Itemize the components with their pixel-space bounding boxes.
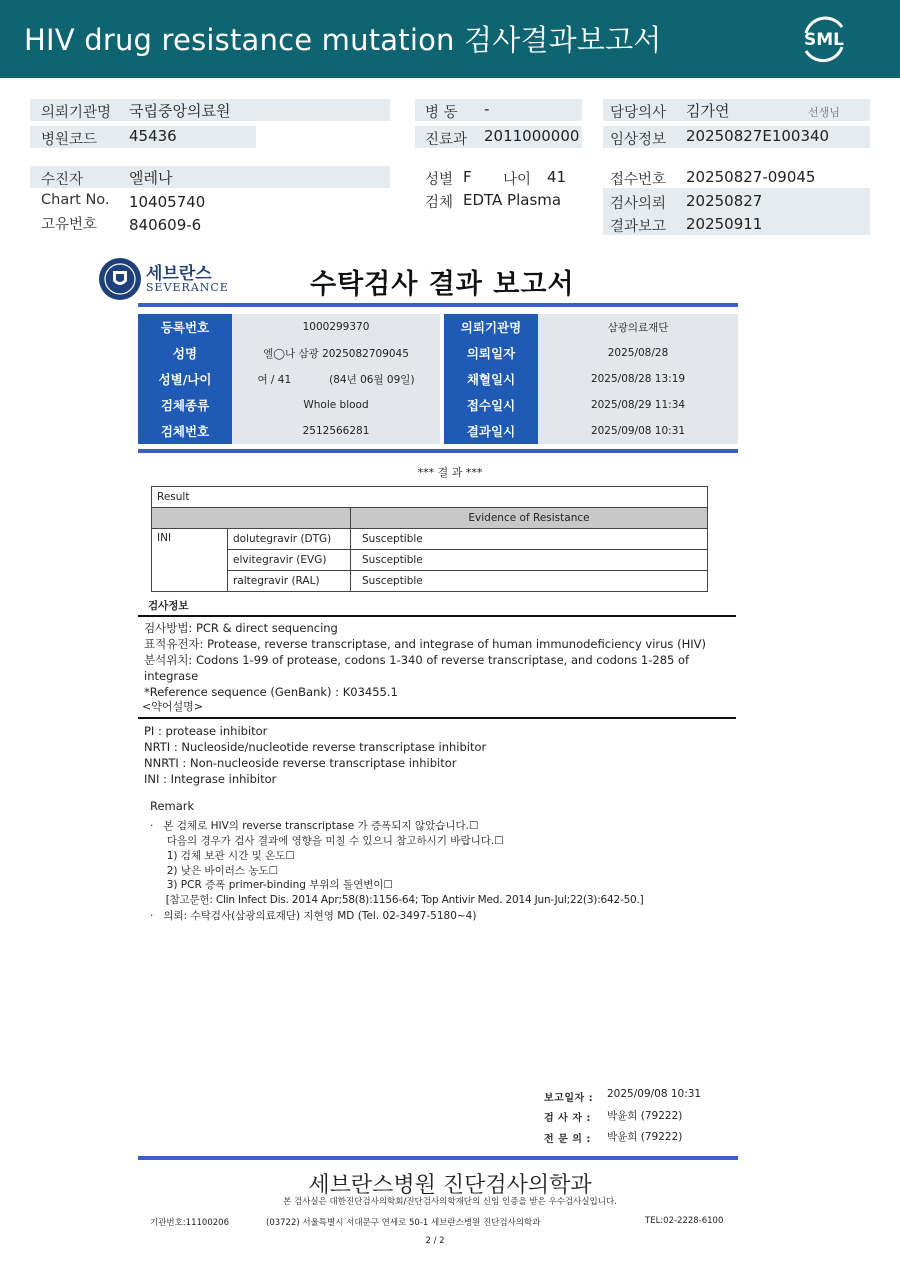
req-date: 2025/08/28 [538,340,738,366]
result-time: 2025/09/08 10:31 [538,418,738,444]
specimen-type: Whole blood [232,392,440,418]
abbr-title: <약어설명> [142,700,203,713]
test-info-line: 검사방법: PCR & direct sequencing [144,621,338,635]
remark-line: 3) PCR 증폭 primer-binding 부위의 돌연변이☐ [150,879,393,891]
clinical-info: 20250827E100340 [686,127,830,145]
result-report-label: 결과보고 [610,219,667,235]
report-title: HIV drug resistance mutation 검사결과보고서 [24,23,662,57]
divider [138,449,738,453]
age: 41 [547,168,567,186]
specimen: EDTA Plasma [463,191,562,209]
yonsei-emblem-icon [98,257,142,301]
req-org: 삼광의료재단 [538,314,738,340]
tester: 박윤희 (79222) [607,1110,683,1122]
specimen-label: 검체 [425,195,454,211]
report-header-bar [0,0,900,78]
evidence-value: Susceptible [351,571,708,592]
specimen-no-label: 검체번호 [138,418,232,444]
collect-time: 2025/08/28 13:19 [538,366,738,392]
abbr-line: INI : Integrase inhibitor [144,772,277,786]
divider [138,303,738,307]
report-date: 2025/09/08 10:31 [607,1088,702,1100]
unique-label: 고유번호 [41,217,98,233]
clinical-label: 임상정보 [610,132,667,148]
evidence-value: Susceptible [351,529,708,550]
specialist-label: 전 문 의 : [544,1134,591,1145]
remark-title: Remark [150,799,195,813]
birth-date: (84년 06월 09일) [329,373,415,386]
doctor: 김가연 [686,102,730,120]
tester-label: 검 사 자 : [544,1113,591,1124]
address: (03722) 서울특별시 서대문구 연세로 50-1 세브란스병원 진단검사의학과 [266,1218,541,1228]
collect-label: 채혈일시 [444,366,538,392]
receive-time: 2025/08/29 11:34 [538,392,738,418]
test-info-line: integrase [144,669,199,683]
page-number: 2 / 2 [425,1236,445,1246]
drug-class: INI [152,529,228,592]
test-info-line: *Reference sequence (GenBank) : K03455.1 [144,685,398,699]
chart-label: Chart No. [41,192,110,208]
result-time-label: 결과일시 [444,418,538,444]
age-label: 나이 [503,172,532,188]
sml-logo [798,13,850,65]
doctor-label: 담당의사 [610,105,667,121]
results-table [151,486,708,592]
name-label: 성명 [138,340,232,366]
remark-line: 다음의 경우가 검사 결과에 영향을 미칠 수 있으니 참고하시기 바랍니다.☐ [150,835,504,847]
specimen-no: 2512566281 [232,418,440,444]
org-code: 기관번호:11100206 [150,1218,229,1228]
unique-no: 840609-6 [129,216,202,234]
specimen-info-table [138,314,738,444]
ward-label: 병 동 [425,105,458,121]
remark-line: 1) 검체 보관 시간 및 온도☐ [150,850,295,862]
abbr-line: NNRTI : Non-nucleoside reverse transcriptase inhibitor [144,756,457,770]
divider [138,1156,738,1160]
results-title: *** 결 과 *** [417,466,483,479]
dept: 2011000000 [484,127,580,145]
test-request-date: 20250827 [686,192,763,210]
abbr-line: PI : protease inhibitor [144,724,268,738]
svg-text:SML: SML [804,30,844,50]
remark-line: · 본 검체로 HIV의 reverse transcriptase 가 증폭되지 않았습니다.☐ [150,820,479,832]
test-request-label: 검사의뢰 [610,196,667,212]
info-strip [30,166,390,188]
evidence-header: Evidence of Resistance [351,508,708,529]
remark-line: [참고문헌: Clin Infect Dis. 2014 Apr;58(8):1156-64; Top Antivir Med. 2014 Jun-Jul;22(3):642-50.] [150,894,644,906]
brand-ko: 세브란스 [146,264,212,284]
divider [138,615,736,617]
results-header: Result [152,487,708,508]
sex-label: 성별 [425,172,454,188]
result-report-date: 20250911 [686,215,763,233]
specialist: 박윤희 (79222) [607,1131,683,1143]
remark-line: · 의뢰: 수탁검사(삼광의료재단) 지현영 MD (Tel. 02-3497-5180~4) [150,910,477,922]
test-info-line: 표적유전자: Protease, reverse transcriptase, and integrase of human immunodeficiency virus (HIV) [144,637,706,651]
drug-name: dolutegravir (DTG) [228,529,351,550]
hospital-code-label: 병원코드 [41,132,98,148]
receipt-label: 접수번호 [610,172,667,188]
req-org-label: 의뢰기관명 [444,314,538,340]
doctor-suffix: 선생님 [808,106,840,119]
name: 엘◯나 삼광 2025082709045 [232,340,440,366]
sex-age-cell [232,366,440,392]
report-subtitle: 수탁검사 결과 보고서 [310,269,575,300]
receipt-no: 20250827-09045 [686,168,816,186]
patient-label: 수진자 [41,172,84,188]
divider [138,717,736,719]
drug-name: raltegravir (RAL) [228,571,351,592]
drug-name: elvitegravir (EVG) [228,550,351,571]
sex-age: 여 / 41 [257,373,292,386]
remark-line: 2) 낮은 바이러스 농도☐ [150,865,279,877]
tel: TEL:02-2228-6100 [645,1216,724,1226]
reg-no-label: 등록번호 [138,314,232,340]
patient-name: 엘레나 [129,169,173,187]
blank-header [152,508,351,529]
sex: F [463,168,472,186]
report-date-label: 보고일자 : [544,1093,594,1104]
receive-label: 접수일시 [444,392,538,418]
cert-note: 본 검사실은 대한진단검사의학회/진단검사의학재단의 신임 인증을 받은 우수검사실입니다. [283,1197,617,1207]
chart-no: 10405740 [129,193,206,211]
abbr-line: NRTI : Nucleoside/nucleotide reverse transcriptase inhibitor [144,740,487,754]
specimen-type-label: 검체종류 [138,392,232,418]
dept-name: 세브란스병원 진단검사의학과 [308,1173,592,1198]
test-info-title: 검사정보 [148,600,189,612]
brand-en: SEVERANCE [146,281,229,294]
req-date-label: 의뢰일자 [444,340,538,366]
ward: - [484,100,490,118]
evidence-value: Susceptible [351,550,708,571]
reg-no: 1000299370 [232,314,440,340]
requesting-org: 국립중앙의료원 [129,102,231,120]
sex-age-label: 성별/나이 [138,366,232,392]
dept-label: 진료과 [425,132,468,148]
hospital-code: 45436 [129,127,177,145]
test-info-line: 분석위치: Codons 1-99 of protease, codons 1-340 of reverse transcriptase, and codons 1-285 of [144,653,690,667]
requesting-org-label: 의뢰기관명 [41,105,112,121]
